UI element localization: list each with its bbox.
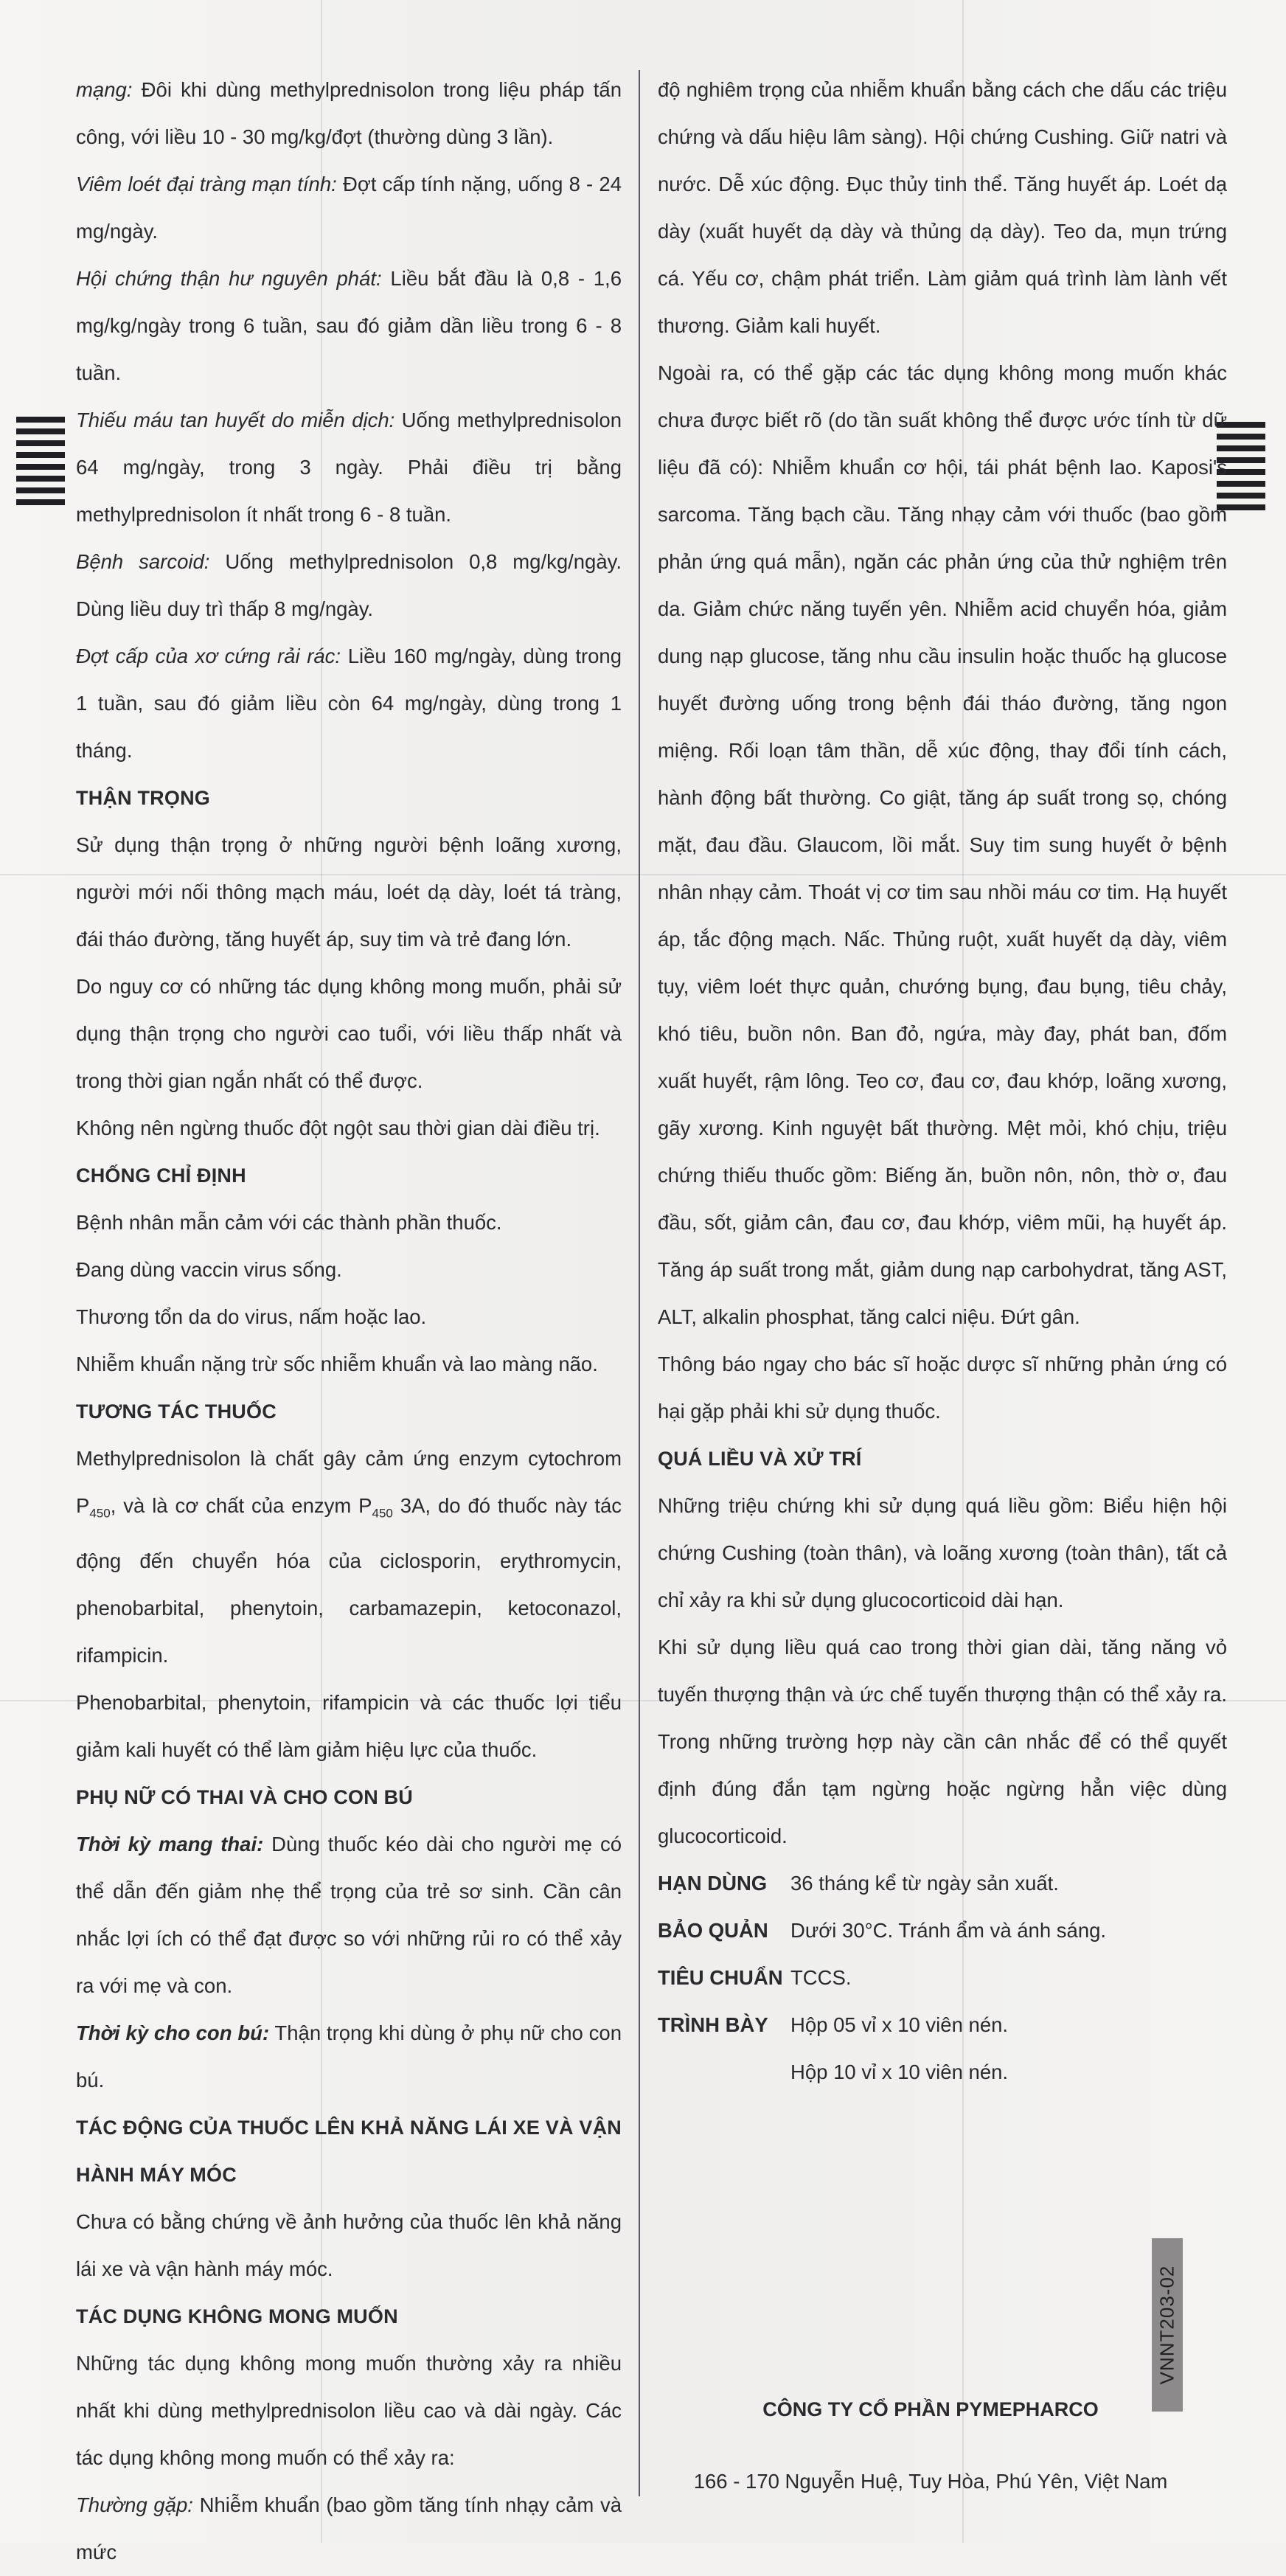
paragraph — [76, 2010, 622, 2104]
section-heading: TÁC DỤNG KHÔNG MONG MUỐN — [76, 2305, 398, 2327]
spec-row — [658, 1954, 1227, 2002]
italic-term: Viêm loét đại tràng mạn tính: — [76, 173, 337, 195]
paragraph — [76, 397, 622, 538]
paragraph: Methylprednisolon là chất gây cảm ứng enzym cytochrom $P_{450}$, và là cơ chất của enzym $P_{450}$ 3A, do đó thuốc này tác động đến chuyển hóa của ciclosporin, erythromycin, phenobarbital, phenytoin, carbamazepin, ketoconazol, rifampicin. — [76, 1447, 622, 1667]
spec-row — [658, 1860, 1227, 1907]
paragraph-text: Đợt cấp tính nặng, uống 8 - 24 mg/ngày. — [76, 173, 622, 243]
paragraph-text: Dùng thuốc kéo dài cho người mẹ có thể dẫn đến giảm nhẹ thể trọng của trẻ sơ sinh. Cần cân nhắc lợi ích có thể đạt được so với những rủi ro có thể xảy ra với mẹ và con. — [76, 1832, 622, 1997]
paragraph — [76, 633, 622, 774]
section-heading: TƯƠNG TÁC THUỐC — [76, 1400, 277, 1423]
paragraph — [76, 538, 622, 633]
bold-italic-term: Thời kỳ mang thai: — [76, 1832, 264, 1855]
spec-key: TIÊU CHUẨN — [658, 1966, 783, 1989]
paragraph: Những tác dụng không mong muốn thường xảy ra nhiều nhất khi dùng methylprednisolon liều cao và dài ngày. Các tác dụng không mong muốn có thể xảy ra: — [76, 2351, 622, 2469]
paragraph-text: Đôi khi dùng methylprednisolon trong liệu pháp tấn công, với liều 10 - 30 mg/kg/đợt (thường dùng 3 lần). — [76, 78, 622, 148]
paragraph: Ngoài ra, có thể gặp các tác dụng không mong muốn khác chưa được biết rõ (do tần suất không thể được ước tính từ dữ liệu đã có): Nhiễm khuẩn cơ hội, tái phát bệnh lao. Kaposi's sarcoma. Tăng bạch cầu. Tăng nhạy cảm với thuốc (bao gồm phản ứng quá mẫn), ngăn các phản ứng của thử nghiệm trên da. Giảm chức năng tuyến yên. Nhiễm acid chuyển hóa, giảm dung nạp glucose, tăng nhu cầu insulin hoặc thuốc hạ glucose huyết đường uống trong bệnh đái tháo đường, tăng ngon miệng. Rối loạn tâm thần, dễ xúc động, thay đổi tính cách, hành động bất thường. Co giật, tăng áp suất trong sọ, chóng mặt, đau đầu. Glaucom, lồi mắt. Suy tim sung huyết ở bệnh nhân nhạy cảm. Thoát vị cơ tim sau nhồi máu cơ tim. Hạ huyết áp, tắc động mạch. Nấc. Thủng ruột, xuất huyết dạ dày, viêm tụy, viêm loét thực quản, chướng bụng, đau bụng, tiêu chảy, khó tiêu, buồn nôn. Ban đỏ, ngứa, mày đay, phát ban, đốm xuất huyết, rậm lông. Teo cơ, đau cơ, đau khớp, loãng xương, gãy xương. Kinh nguyệt bất thường. Mệt mỏi, khó chịu, triệu chứng thiếu thuốc gồm: Biếng ăn, buồn nôn, nôn, thờ ơ, đau đầu, sốt, giảm cân, đau cơ, đau khớp, viêm mũi, hạ huyết áp. Tăng áp suất trong mắt, giảm dung nạp carbohydrat, tăng AST, ALT, alkalin phosphat, tăng calci niệu. Đứt gân. — [658, 361, 1227, 1328]
company-name: CÔNG TY CỔ PHẦN PYMEPHARCO — [762, 2398, 1099, 2420]
paragraph: Sử dụng thận trọng ở những người bệnh loãng xương, người mới nối thông mạch máu, loét dạ dày, loét tá tràng, đái tháo đường, tăng huyết áp, suy tim và trẻ đang lớn. — [76, 833, 622, 951]
right-column — [658, 66, 1227, 2096]
italic-term: Bệnh sarcoid: — [76, 550, 210, 573]
paragraph: Không nên ngừng thuốc đột ngột sau thời gian dài điều trị. — [76, 1117, 600, 1139]
left-column — [76, 66, 622, 2576]
spec-value: Hộp 05 vỉ x 10 viên nén. — [790, 2013, 1009, 2036]
italic-term: Thường gặp: — [76, 2493, 193, 2516]
spec-key: HẠN DÙNG — [658, 1872, 768, 1895]
paragraph: độ nghiêm trọng của nhiễm khuẩn bằng cách che dấu các triệu chứng và dấu hiệu lâm sàng). Hội chứng Cushing. Giữ natri và nước. Dễ xúc động. Đục thủy tinh thể. Tăng huyết áp. Loét dạ dày (xuất huyết dạ dày và thủng dạ dày). Teo da, mụn trứng cá. Yếu cơ, chậm phát triển. Làm giảm quá trình làm lành vết thương. Giảm kali huyết. — [658, 78, 1227, 337]
spec-row — [658, 2002, 1227, 2049]
paragraph-text: Nhiễm khuẩn (bao gồm tăng tính nhạy cảm và mức — [76, 2493, 622, 2563]
italic-term: mạng: — [76, 78, 133, 101]
paragraph-text: Liều bắt đầu là 0,8 - 1,6 mg/kg/ngày trong 6 tuần, sau đó giảm dần liều trong 6 - 8 tuần. — [76, 267, 622, 384]
column-divider — [639, 70, 640, 2496]
paragraph — [76, 161, 622, 255]
spec-key: TRÌNH BÀY — [658, 2013, 768, 2036]
paragraph — [76, 2482, 622, 2576]
section-heading: PHỤ NỮ CÓ THAI VÀ CHO CON BÚ — [76, 1785, 414, 1808]
document-code: VNNT203-02 — [1155, 2265, 1178, 2385]
company-address: 166 - 170 Nguyễn Huệ, Tuy Hòa, Phú Yên, Việt Nam — [693, 2470, 1168, 2493]
paragraph-text: Uống methylprednisolon 0,8 mg/kg/ngày. Dùng liều duy trì thấp 8 mg/ngày. — [76, 550, 622, 620]
bold-italic-term: Thời kỳ cho con bú: — [76, 2021, 270, 2044]
spec-value: Dưới 30°C. Tránh ẩm và ánh sáng. — [790, 1919, 1107, 1942]
section-heading: TÁC ĐỘNG CỦA THUỐC LÊN KHẢ NĂNG LÁI XE VÀ VẬN HÀNH MÁY MÓC — [76, 2116, 622, 2186]
spec-value: 36 tháng kể từ ngày sản xuất. — [790, 1872, 1059, 1895]
registration-mark — [16, 417, 65, 511]
paragraph-text: Thận trọng khi dùng ở phụ nữ cho con bú. — [76, 2021, 622, 2091]
paragraph: Khi sử dụng liều quá cao trong thời gian dài, tăng năng vỏ tuyến thượng thận và ức chế tuyến thượng thận có thể xảy ra. Trong những trường hợp này cần cân nhắc để có thể quyết định đúng đắn tạm ngừng hoặc ngừng hẳn việc dùng glucocorticoid. — [658, 1636, 1227, 1847]
section-heading: QUÁ LIỀU VÀ XỬ TRÍ — [658, 1448, 862, 1470]
section-heading: CHỐNG CHỈ ĐỊNH — [76, 1164, 246, 1187]
italic-term: Thiếu máu tan huyết do miễn dịch: — [76, 409, 395, 431]
paragraph: Do nguy cơ có những tác dụng không mong muốn, phải sử dụng thận trọng cho người cao tuổi, với liều thấp nhất và trong thời gian ngắn nhất có thể được. — [76, 975, 622, 1092]
spec-key: BẢO QUẢN — [658, 1919, 768, 1942]
paragraph — [76, 255, 622, 397]
paragraph: Đang dùng vaccin virus sống. — [76, 1258, 342, 1281]
paragraph: Thông báo ngay cho bác sĩ hoặc dược sĩ những phản ứng có hại gặp phải khi sử dụng thuốc. — [658, 1353, 1227, 1423]
paragraph: Phenobarbital, phenytoin, rifampicin và các thuốc lợi tiểu giảm kali huyết có thể làm giảm hiệu lực của thuốc. — [76, 1690, 622, 1761]
spec-value: Hộp 10 vỉ x 10 viên nén. — [790, 2061, 1009, 2083]
spec-value: TCCS. — [790, 1966, 852, 1989]
paragraph: Những triệu chứng khi sử dụng quá liều gồm: Biểu hiện hội chứng Cushing (toàn thân), và loãng xương (toàn thân), tất cả chỉ xảy ra khi sử dụng glucocorticoid dài hạn. — [658, 1494, 1227, 1611]
paragraph: Thương tổn da do virus, nấm hoặc lao. — [76, 1305, 427, 1328]
paragraph: Bệnh nhân mẫn cảm với các thành phần thuốc. — [76, 1211, 502, 1234]
paragraph — [76, 66, 622, 161]
italic-term: Hội chứng thận hư nguyên phát: — [76, 267, 382, 290]
section-heading: THẬN TRỌNG — [76, 787, 210, 809]
paragraph-text: Uống methylprednisolon 64 mg/ngày, trong 3 ngày. Phải điều trị bằng methylprednisolon ít nhất trong 6 - 8 tuần. — [76, 409, 622, 526]
paragraph-text: Liều 160 mg/ngày, dùng trong 1 tuần, sau đó giảm liều còn 64 mg/ngày, dùng trong 1 tháng. — [76, 645, 622, 762]
paragraph: Nhiễm khuẩn nặng trừ sốc nhiễm khuẩn và lao màng não. — [76, 1353, 598, 1375]
spec-row — [658, 1907, 1227, 1954]
company-block — [658, 2386, 1203, 2505]
paragraph — [76, 1821, 622, 2010]
paragraph: Chưa có bằng chứng về ảnh hưởng của thuốc lên khả năng lái xe và vận hành máy móc. — [76, 2209, 622, 2280]
spec-row — [658, 2049, 1227, 2096]
italic-term: Đợt cấp của xơ cứng rải rác: — [76, 645, 341, 667]
spec-key — [658, 2049, 790, 2096]
